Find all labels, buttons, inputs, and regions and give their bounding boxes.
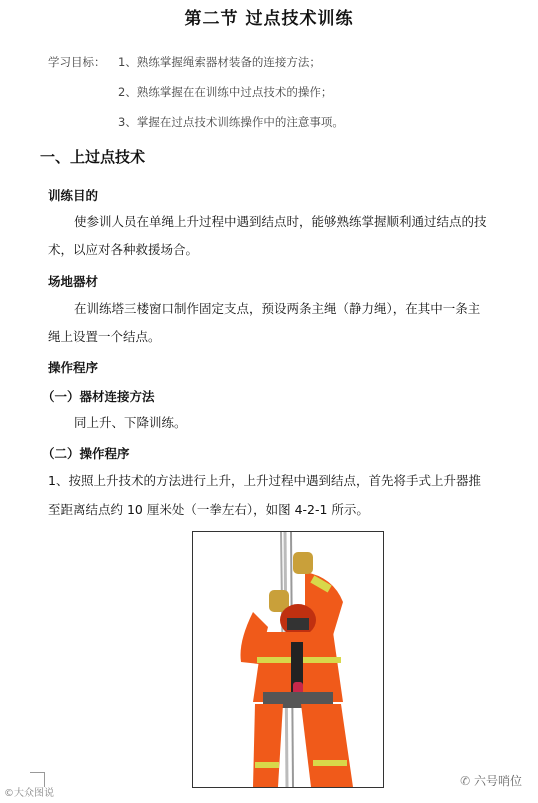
firefighter-rope-photo	[192, 531, 384, 788]
watermark-right	[460, 772, 522, 789]
sub1-text: 同上升、下降训练。	[74, 415, 187, 430]
procedure-text-line: 至距离结点约 10 厘米处（一拳左右），如图 4-2-1 所示。	[48, 502, 369, 517]
purpose-heading: 训练目的	[48, 188, 99, 203]
site-heading: 场地器材	[48, 274, 99, 289]
purpose-text-line: 使参训人员在单绳上升过程中遇到结点时，能够熟练掌握顺利通过结点的技	[74, 214, 487, 229]
goal-item: 1、熟练掌握绳索器材装备的连接方法；	[118, 55, 321, 69]
subsection-heading: （一）器材连接方法	[42, 389, 155, 404]
goal-item: 2、熟练掌握在在训练中过点技术的操作；	[118, 85, 333, 99]
section-heading: 一、上过点技术	[40, 148, 146, 166]
site-text-line: 在训练塔三楼窗口制作固定支点，预设两条主绳（静力绳），在其中一条主	[74, 301, 481, 316]
wechat-icon: ✆	[460, 774, 471, 788]
procedure-heading: 操作程序	[48, 360, 99, 375]
goals-label: 学习目标：	[48, 55, 106, 69]
page-title: 第二节 过点技术训练	[184, 9, 354, 29]
goal-item: 3、掌握在过点技术训练操作中的注意事项。	[118, 115, 344, 129]
watermark-left: ©大众图说	[4, 788, 54, 799]
site-text-line: 绳上设置一个结点。	[48, 329, 161, 344]
purpose-text-line: 术，以应对各种救援场合。	[48, 242, 199, 257]
firefighter-illustration	[193, 532, 383, 787]
subsection-heading: （二）操作程序	[42, 446, 130, 461]
procedure-text-line: 1、按照上升技术的方法进行上升，上升过程中遇到结点，首先将手式上升器推	[48, 473, 481, 488]
watermark-right-text: 六号哨位	[473, 774, 522, 788]
